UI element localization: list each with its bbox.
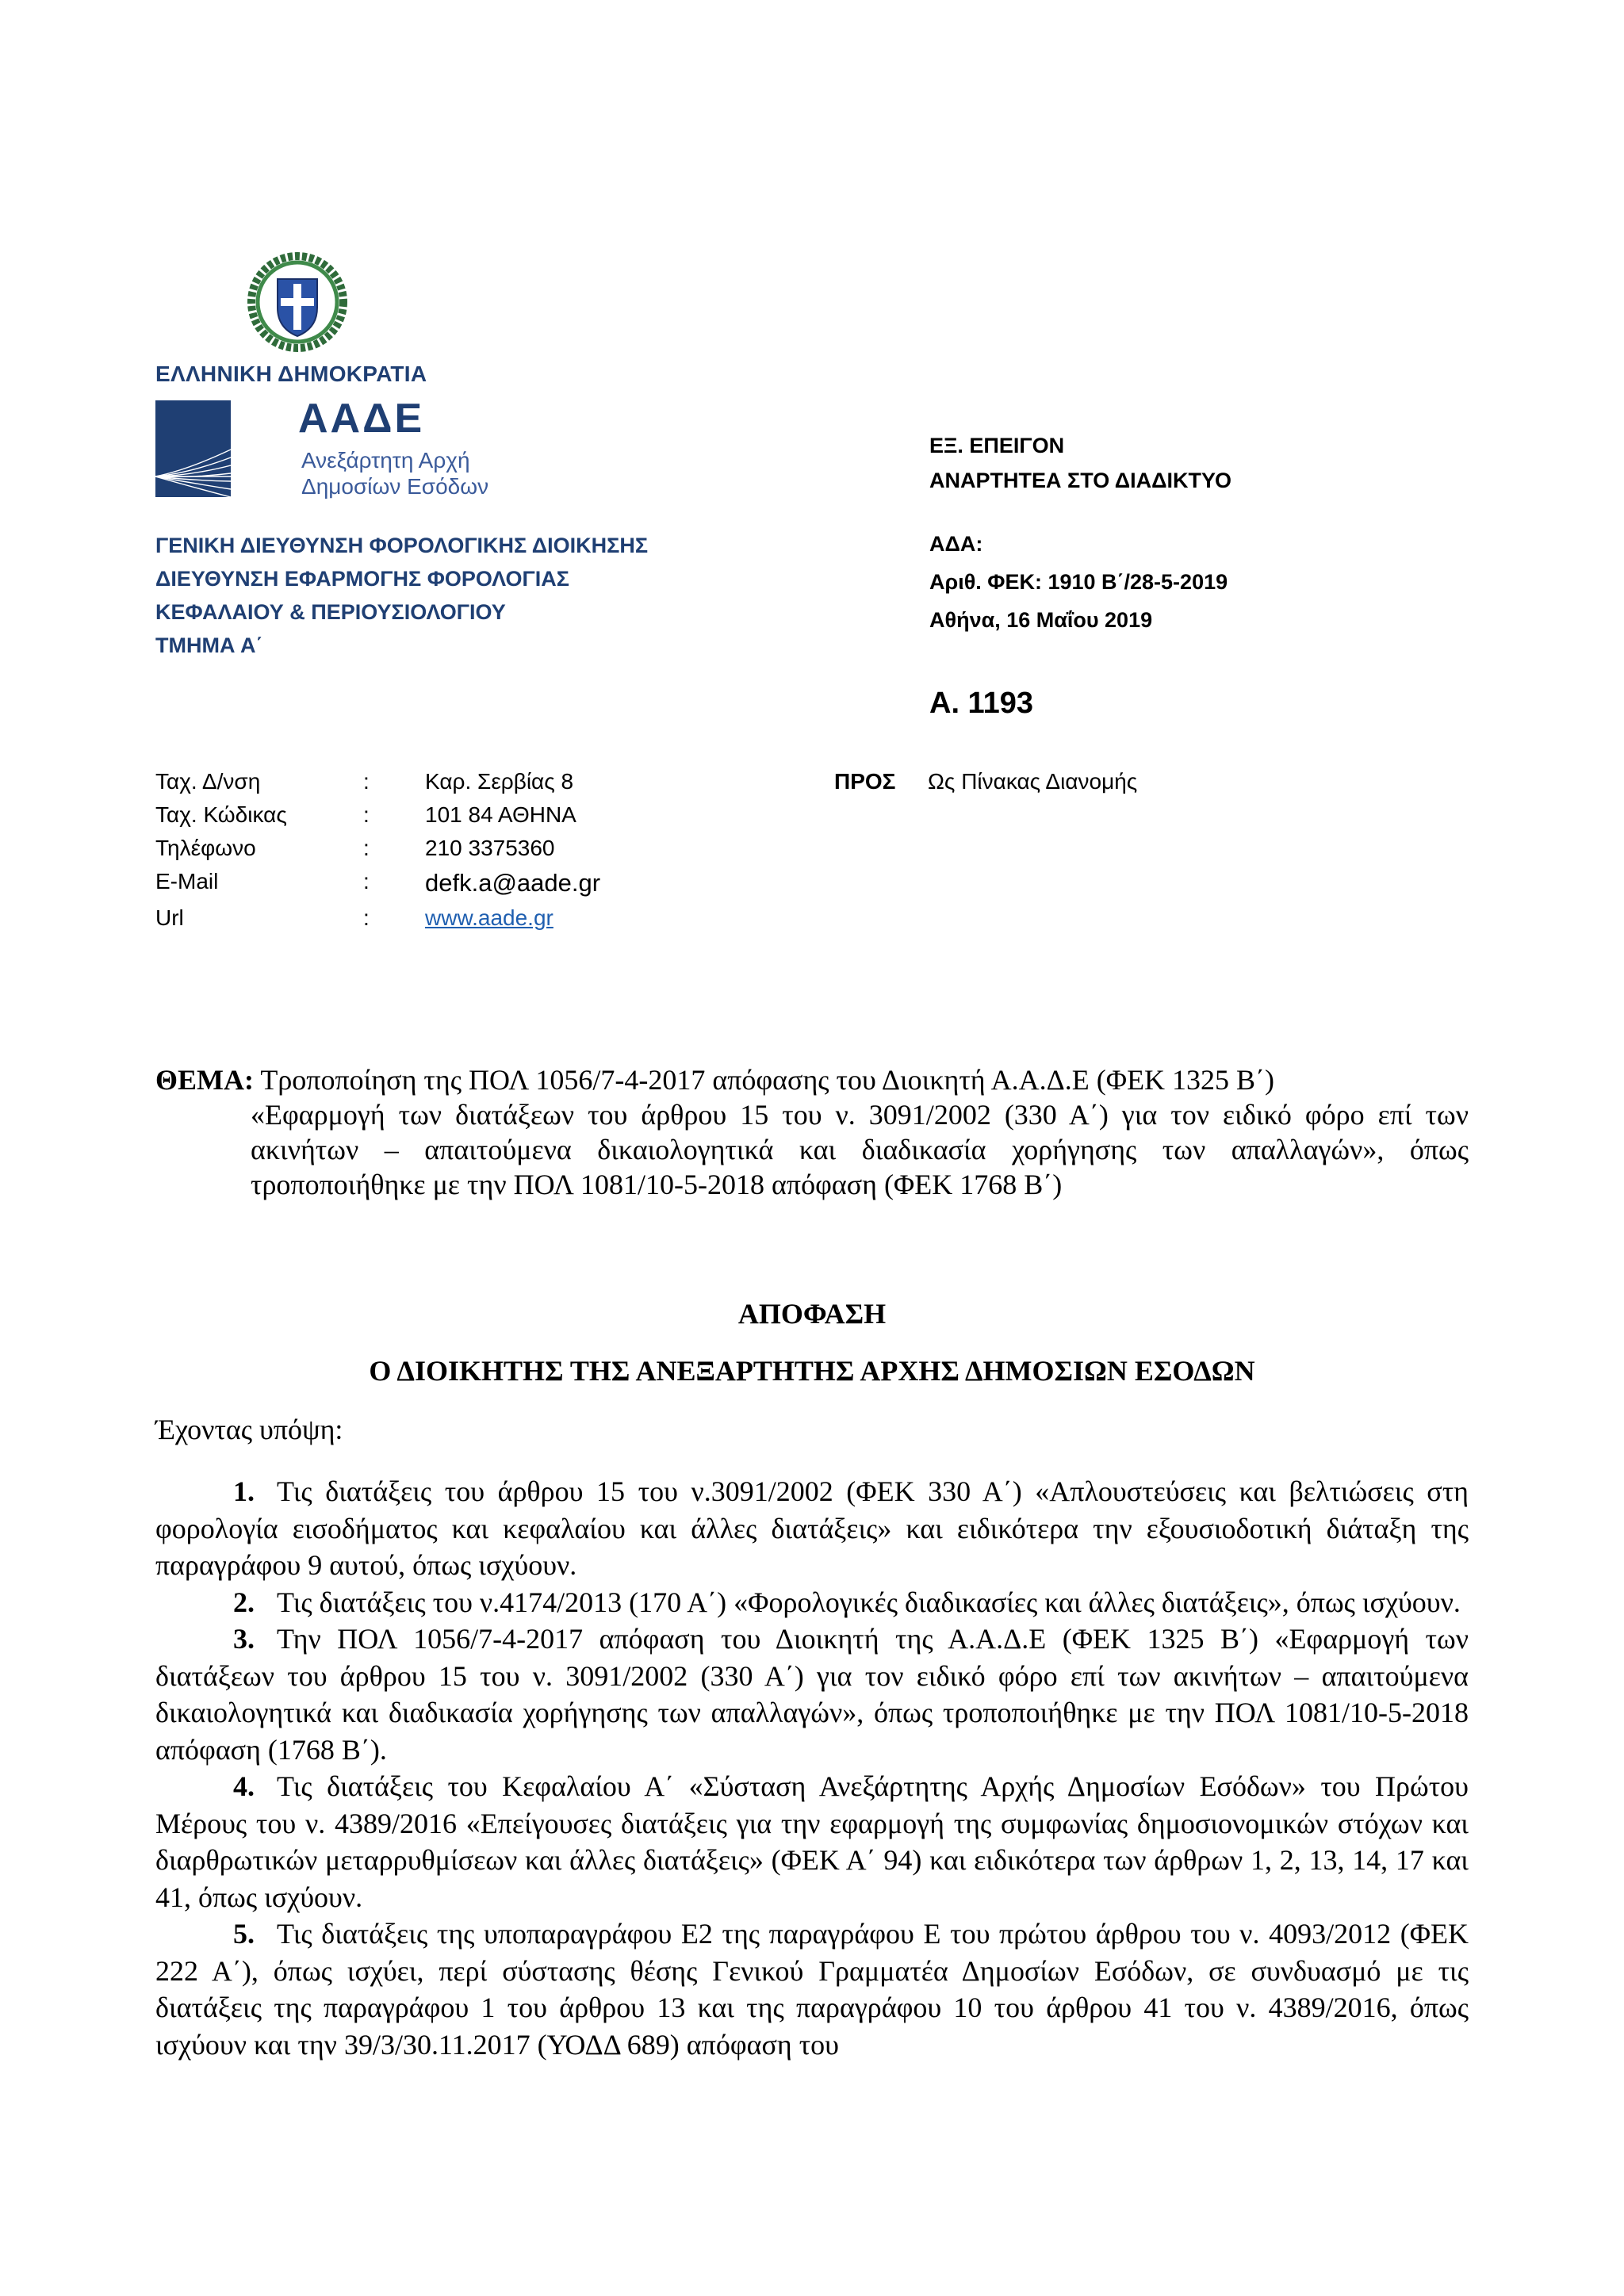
list-item — [155, 1473, 1469, 1584]
republic-label: ΕΛΛΗΝΙΚΗ ΔΗΜΟΚΡΑΤΙΑ — [155, 362, 427, 386]
reference-block — [929, 526, 1228, 637]
director-title: Ο ΔΙΟΙΚΗΤΗΣ ΤΗΣ ΑΝΕΞΑΡΤΗΤΗΣ ΑΡΧΗΣ ΔΗΜΟΣΙΩΝ ΕΣΟΔΩΝ — [369, 1355, 1255, 1387]
item-text: Τις διατάξεις του ν.4174/2013 (170 Α΄) «Φορολογικές διαδικασίες και άλλες διατάξεις», όπως ισχύουν. — [277, 1586, 1461, 1618]
recipient-label: ΠΡΟΣ — [834, 769, 896, 794]
item-text: Τις διατάξεις της υποπαραγράφου Ε2 της παραγράφου Ε του πρώτου άρθρου του ν. 4093/2012 (ΦΕΚ 222 Α΄), όπως ισχύει, περί σύστασης θέσης Γενικού Γραμματέα Δημοσίων Εσόδων, σε συνδυασμό με τις διατάξεις της παραγράφου 1 του άρθρου 13 και της παραγράφου 10 του άρθρου 41 του ν. 4389/2016, όπως ισχύουν και την 39/3/30.11.2017 (ΥΟΔΔ 689) απόφαση του — [155, 1918, 1469, 2061]
place-date: Αθήνα, 16 Μαΐου 2019 — [929, 608, 1153, 632]
contact-separator: : — [363, 769, 370, 794]
publish-line: ΑΝΑΡΤΗΤΕΑ ΣΤΟ ΔΙΑΔΙΚΤΥΟ — [929, 469, 1231, 492]
department-line: ΔΙΕΥΘΥΝΣΗ ΕΦΑΡΜΟΓΗΣ ΦΟΡΟΛΟΓΙΑΣ — [155, 567, 569, 591]
list-item — [155, 1584, 1469, 1621]
list-item — [155, 1768, 1469, 1915]
agency-name-line-2: Δημοσίων Εσόδων — [301, 474, 489, 499]
contact-label: Τηλέφωνο — [155, 836, 256, 860]
item-text: Τις διατάξεις του άρθρου 15 του ν.3091/2002 (ΦΕΚ 330 Α΄) «Απλουστεύσεις και βελτιώσεις στη φορολογία εισοδήματος και κεφαλαίου και άλλες διατάξεις» και ειδικότερα την εξουσιοδοτική διάταξη της παραγράφου 9 αυτού, όπως ισχύουν. — [155, 1475, 1469, 1581]
department-block — [155, 529, 648, 662]
item-number: 1. — [233, 1475, 255, 1507]
contact-label: E-Mail — [155, 869, 219, 894]
subject-label: ΘΕΜΑ: — [155, 1064, 254, 1096]
contact-separator: : — [363, 802, 370, 827]
agency-acronym: ΑΑΔΕ — [298, 396, 425, 442]
contact-label: Ταχ. Κώδικας — [155, 802, 287, 827]
item-number: 2. — [233, 1586, 255, 1618]
contact-value: 101 84 ΑΘΗΝΑ — [425, 802, 576, 827]
protocol-number: Α. 1193 — [929, 687, 1033, 720]
item-number: 4. — [233, 1770, 255, 1802]
subject-block — [155, 1062, 1469, 1202]
department-line: ΚΕΦΑΛΑΙΟΥ & ΠΕΡΙΟΥΣΙΟΛΟΓΙΟΥ — [155, 600, 506, 624]
department-line: ΤΜΗΜΑ Α΄ — [155, 633, 263, 657]
fek-number: Αριθ. ΦΕΚ: 1910 Β΄/28-5-2019 — [929, 570, 1228, 594]
list-item — [155, 1915, 1469, 2063]
contact-separator: : — [363, 836, 370, 860]
item-text: Τις διατάξεις του Κεφαλαίου Α΄ «Σύσταση Ανεξάρτητης Αρχής Δημοσίων Εσόδων» του Πρώτου Μέρους του ν. 4389/2016 «Επείγουσες διατάξεις για την εφαρμογή της συμφωνίας δημοσιονομικών στόχων και διαρθρωτικών μεταρρυθμίσεων και άλλες διατάξεις» (ΦΕΚ Α΄ 94) και ειδικότερα των άρθρων 1, 2, 13, 14, 17 και 41, όπως ισχύουν. — [155, 1770, 1469, 1913]
item-number: 3. — [233, 1623, 255, 1655]
contact-value: Καρ. Σερβίας 8 — [425, 769, 574, 794]
urgency-line: ΕΞ. ΕΠΕΙΓΟΝ — [929, 434, 1065, 457]
item-number: 5. — [233, 1918, 255, 1950]
subject-text: «Εφαρμογή των διατάξεων του άρθρου 15 του ν. 3091/2002 (330 Α΄) για τον ειδικό φόρο επί των ακινήτων – απαιτούμενα δικαιολογητικά και διαδικασία χορήγησης των απαλλαγών», όπως τροποποιήθηκε με την ΠΟΛ 1081/10-5-2018 απόφαση (ΦΕΚ 1768 Β΄) — [251, 1099, 1469, 1200]
aade-logo-icon — [155, 400, 231, 497]
item-text: Την ΠΟΛ 1056/7-4-2017 απόφαση του Διοικητή της Α.Α.Δ.Ε (ΦΕΚ 1325 Β΄) «Εφαρμογή των διατάξεων του άρθρου 15 του ν. 3091/2002 (330 Α΄) για τον ειδικό φόρο επί των ακινήτων – απαιτούμενα δικαιολογητικά και διαδικασία χορήγησης των απαλλαγών», όπως τροποποιήθηκε με την ΠΟΛ 1081/10-5-2018 απόφαση (1768 Β΄). — [155, 1623, 1469, 1766]
contact-label: Url — [155, 905, 184, 930]
email-link[interactable]: defk.a@aade.gr — [425, 869, 601, 897]
department-line: ΓΕΝΙΚΗ ΔΙΕΥΘΥΝΣΗ ΦΟΡΟΛΟΓΙΚΗΣ ΔΙΟΙΚΗΣΗΣ — [155, 534, 649, 557]
considerations-list — [155, 1473, 1469, 2063]
recipient-value: Ως Πίνακας Διανομής — [928, 769, 1138, 794]
agency-name-line-1: Ανεξάρτητη Αρχή — [301, 448, 470, 473]
contact-value: 210 3375360 — [425, 836, 555, 860]
decision-title: ΑΠΟΦΑΣΗ — [737, 1298, 887, 1330]
contact-label: Ταχ. Δ/νση — [155, 769, 261, 794]
subject-first-line: Τροποποίηση της ΠΟΛ 1056/7-4-2017 απόφασης του Διοικητή Α.Α.Δ.Ε (ΦΕΚ 1325 Β΄) — [260, 1064, 1275, 1096]
website-link[interactable]: www.aade.gr — [425, 905, 553, 930]
contact-separator: : — [363, 869, 370, 894]
urgency-block — [929, 428, 1231, 498]
list-item — [155, 1621, 1469, 1768]
contact-separator: : — [363, 905, 370, 930]
ada-label: ΑΔΑ: — [929, 532, 983, 556]
greek-emblem-icon — [247, 252, 347, 352]
considering-label: Έχοντας υπόψη: — [155, 1414, 343, 1445]
